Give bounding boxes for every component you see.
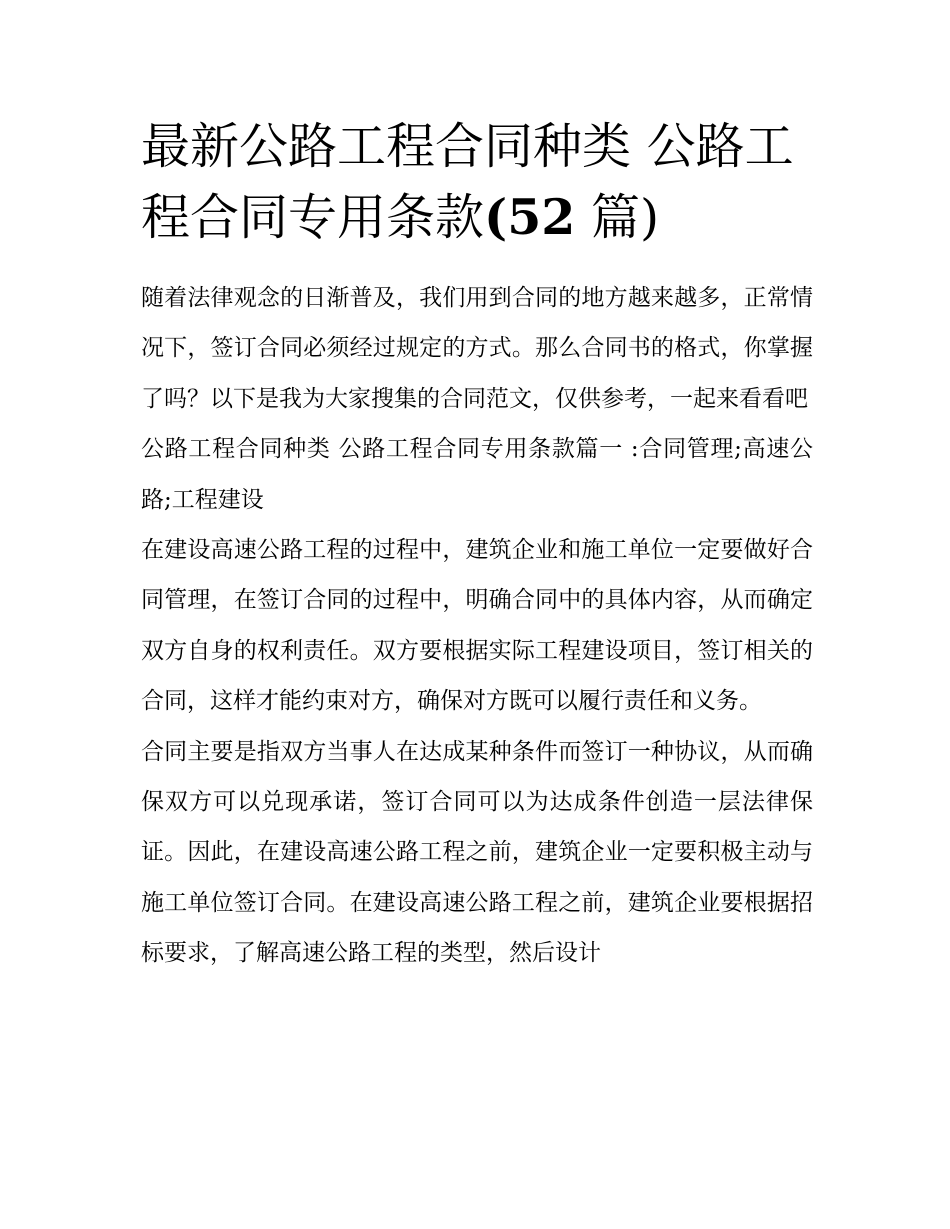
- intro-paragraph: 随着法律观念的日渐普及，我们用到合同的地方越来越多，正常情况下，签订合同必须经过规定的方式。那么合同书的格式，你掌握了吗？以下是我为大家搜集的合同范文，仅供参考，一起来看看吧: [141, 285, 813, 412]
- document-page: [141, 112, 813, 979]
- body-paragraph: 合同主要是指双方当事人在达成某种条件而签订一种协议，从而确保双方可以兑现承诺，签订合同可以为达成条件创造一层法律保证。因此，在建设高速公路工程之前，建筑企业一定要积极主动与施工单位签订合同。在建设高速公路工程之前，建筑企业要根据招标要求，了解高速公路工程的类型，然后设计: [141, 738, 813, 967]
- section-heading-paragraph: 公路工程合同种类 公路工程合同专用条款篇一 :合同管理;高速公路;工程建设: [141, 436, 813, 513]
- body-paragraph: 在建设高速公路工程的过程中，建筑企业和施工单位一定要做好合同管理，在签订合同的过程中，明确合同中的具体内容，从而确定双方自身的权利责任。双方要根据实际工程建设项目，签订相关的合同，这样才能约束对方，确保对方既可以履行责任和义务。: [141, 537, 813, 715]
- title-count: (52: [484, 188, 576, 246]
- document-title: 最新公路工程合同种类 公路工程合同专用条款(52 篇): [141, 118, 794, 246]
